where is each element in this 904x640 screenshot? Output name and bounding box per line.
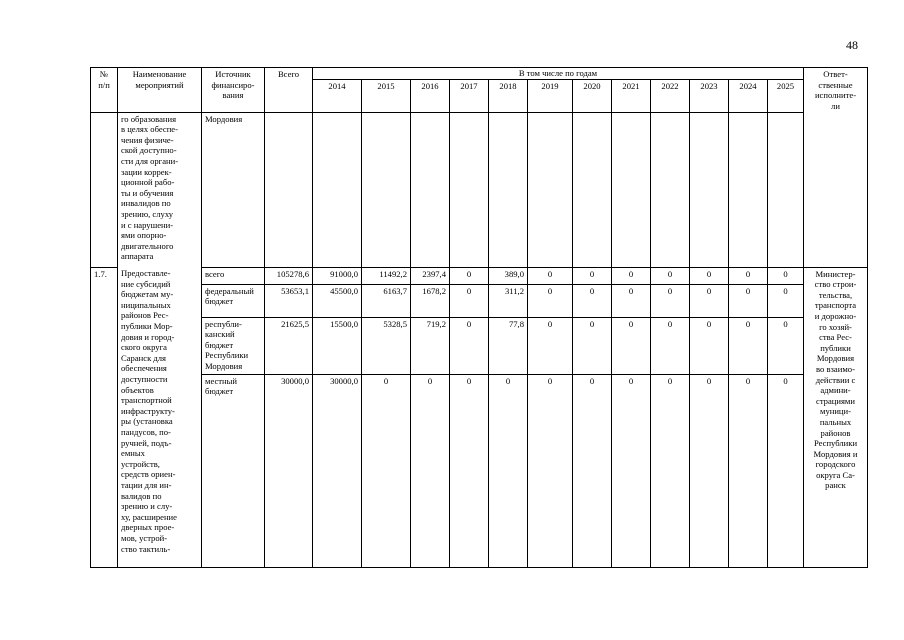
header-years-group: В том числе по годам xyxy=(313,68,804,80)
cell-value: 0 xyxy=(573,317,612,374)
cell-value: 0 xyxy=(450,374,489,567)
row-source: местный бюджет xyxy=(202,374,265,567)
item-num: 1.7. xyxy=(91,267,118,567)
row-total: 53653,1 xyxy=(265,284,313,317)
cell-value: 0 xyxy=(729,317,768,374)
cell-value: 0 xyxy=(690,267,729,284)
row-source: федеральный бюджет xyxy=(202,284,265,317)
cell-value: 0 xyxy=(612,267,651,284)
cell-value: 0 xyxy=(489,374,528,567)
cell-value: 45500,0 xyxy=(313,284,362,317)
header-name: Наименование мероприятий xyxy=(118,68,202,113)
cell-value: 0 xyxy=(450,267,489,284)
cell-value: 0 xyxy=(768,374,804,567)
year-2015: 2015 xyxy=(362,79,411,112)
header-responsible: Ответ- ственные исполните- ли xyxy=(804,68,868,268)
cell-value: 0 xyxy=(528,267,573,284)
table-row xyxy=(91,284,868,317)
cell-value: 5328,5 xyxy=(362,317,411,374)
cell-value: 389,0 xyxy=(489,267,528,284)
cell-value: 0 xyxy=(450,317,489,374)
row-total: 30000,0 xyxy=(265,374,313,567)
row-total: 21625,5 xyxy=(265,317,313,374)
cell-value: 2397,4 xyxy=(411,267,450,284)
continuation-row xyxy=(91,112,868,267)
year-2016: 2016 xyxy=(411,79,450,112)
cell-value: 0 xyxy=(729,284,768,317)
cell-value: 719,2 xyxy=(411,317,450,374)
year-2022: 2022 xyxy=(651,79,690,112)
year-2024: 2024 xyxy=(729,79,768,112)
page-number: 48 xyxy=(846,38,858,52)
cell-value: 0 xyxy=(651,374,690,567)
cell-value: 0 xyxy=(612,374,651,567)
cell-value: 0 xyxy=(450,284,489,317)
cell-value: 0 xyxy=(528,317,573,374)
year-2018: 2018 xyxy=(489,79,528,112)
item-responsible: Министер- ство строи- тельства, транспорта и дорожно- го хозяй- ства Рес- публики Мордовия во взаимо- действии с админи- страциями муници- пальных районов Республики Мордовия и городского округа Са- ранск xyxy=(804,267,868,567)
cell-value: 77,8 xyxy=(489,317,528,374)
table-row xyxy=(91,317,868,374)
row-source: всего xyxy=(202,267,265,284)
cell-value: 15500,0 xyxy=(313,317,362,374)
cell-value: 0 xyxy=(573,284,612,317)
cell-value: 0 xyxy=(768,284,804,317)
program-table xyxy=(90,67,868,568)
cell-value: 0 xyxy=(528,284,573,317)
continuation-source: Мордовия xyxy=(202,112,265,267)
continuation-name: го образования в целях обеспе- чения физиче- ской доступно- сти для органи- зации коррек- ционной рабо- ты и обучения инвалидов по зрению, слуху и с нарушени- ями опорно- двигательного аппарата xyxy=(118,112,202,267)
header-num: № п/п xyxy=(91,68,118,113)
year-2025: 2025 xyxy=(768,79,804,112)
cell-value: 0 xyxy=(768,317,804,374)
cell-value: 0 xyxy=(612,317,651,374)
year-2020: 2020 xyxy=(573,79,612,112)
cell-value: 0 xyxy=(651,267,690,284)
year-2017: 2017 xyxy=(450,79,489,112)
table-row xyxy=(91,267,868,284)
cell-value: 1678,2 xyxy=(411,284,450,317)
row-total: 105278,6 xyxy=(265,267,313,284)
cell-value: 11492,2 xyxy=(362,267,411,284)
cell-value: 0 xyxy=(573,267,612,284)
cell-value: 0 xyxy=(362,374,411,567)
cell-value: 0 xyxy=(573,374,612,567)
year-2014: 2014 xyxy=(313,79,362,112)
cell-value: 0 xyxy=(690,374,729,567)
cell-value: 0 xyxy=(690,284,729,317)
cell-value: 6163,7 xyxy=(362,284,411,317)
cell-value: 0 xyxy=(768,267,804,284)
cell-value: 0 xyxy=(411,374,450,567)
cell-value: 0 xyxy=(651,284,690,317)
cell-value: 311,2 xyxy=(489,284,528,317)
table-row xyxy=(91,374,868,567)
cell-value: 0 xyxy=(528,374,573,567)
cell-value: 91000,0 xyxy=(313,267,362,284)
cell-value: 0 xyxy=(729,374,768,567)
header-source: Источник финансиро- вания xyxy=(202,68,265,113)
header-total: Всего xyxy=(265,68,313,113)
cell-value: 0 xyxy=(612,284,651,317)
cell-value: 0 xyxy=(690,317,729,374)
row-source: республи- канский бюджет Республики Мордовия xyxy=(202,317,265,374)
year-2021: 2021 xyxy=(612,79,651,112)
year-2023: 2023 xyxy=(690,79,729,112)
cell-value: 30000,0 xyxy=(313,374,362,567)
cell-value: 0 xyxy=(651,317,690,374)
year-2019: 2019 xyxy=(528,79,573,112)
header-row-1 xyxy=(91,68,868,80)
cell-value: 0 xyxy=(729,267,768,284)
item-name: Предоставле- ние субсидий бюджетам му- ниципальных районов Рес- публики Мор- довия и город- ского округа Саранск для обеспечения доступности объектов транспортной инфраструкту- ры (установка пандусов, по- ручней, подъ- емных устройств, средств ориен- тации для ин- валидов по зрению и слу- ху, расширение дверных прое- мов, устрой- ство тактиль- xyxy=(118,267,202,567)
